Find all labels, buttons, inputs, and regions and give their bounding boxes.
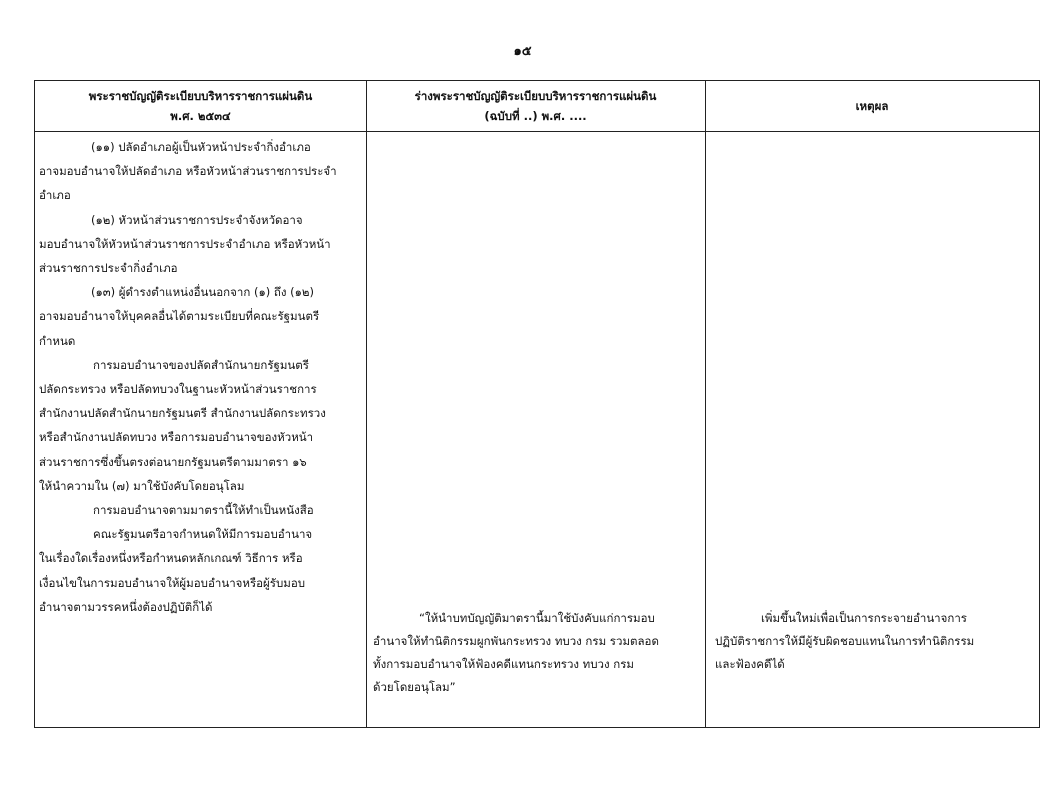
header-divider [35,131,1039,132]
text-line: การมอบอำนาจของปลัดสำนักนายกรัฐมนตรี [93,357,309,372]
header-draft-act-version: (ฉบับที่ ..) พ.ศ. .... [484,109,587,123]
comparison-table [34,80,1040,728]
text-line: ส่วนราชการประจำกิ่งอำเภอ [39,261,178,276]
text-line: “ให้นำบทบัญญัติมาตรานี้มาใช้บังคับแก่การมอบ [419,611,655,625]
text-line: และฟ้องคดีได้ [715,657,785,671]
header-current-act [35,81,366,131]
text-line: เงื่อนไขในการมอบอำนาจให้ผู้มอบอำนาจหรือผู้รับมอบ [39,575,306,590]
text-line: ให้นำความใน (๗) มาใช้บังคับโดยอนุโลม [39,478,245,493]
text-line: ส่วนราชการซึ่งขึ้นตรงต่อนายกรัฐมนตรีตามมาตรา ๑๖ [39,454,307,469]
text-line: มอบอำนาจให้หัวหน้าส่วนราชการประจำอำเภอ หรือหัวหน้า [39,236,331,251]
header-current-act-title: พระราชบัญญัติระเบียบบริหารราชการแผ่นดิน [88,89,313,103]
text-line: อำนาจให้ทำนิติกรรมผูกพันกระทรวง ทบวง กรม รวมตลอด [373,634,659,648]
text-line: อำนาจตามวรรคหนึ่งต้องปฏิบัติก็ได้ [39,599,213,614]
header-reason [705,81,1039,131]
column-divider [366,81,367,727]
text-line: ทั้งการมอบอำนาจให้ฟ้องคดีแทนกระทรวง ทบวง กรม [373,657,635,671]
header-draft-act-title: ร่างพระราชบัญญัติระเบียบบริหารราชการแผ่นดิน [414,89,657,103]
text-line: หรือสำนักงานปลัดทบวง หรือการมอบอำนาจของหัวหน้า [39,430,314,445]
text-line: คณะรัฐมนตรีอาจกำหนดให้มีการมอบอำนาจ [93,527,313,542]
current-act-text [39,135,361,619]
text-line: (๑๓) ผู้ดำรงตำแหน่งอื่นนอกจาก (๑) ถึง (๑๒) [91,285,314,300]
text-line: ปฏิบัติราชการให้มีผู้รับผิดชอบแทนในการทำนิติกรรม [715,634,975,648]
text-line: อาจมอบอำนาจให้ปลัดอำเภอ หรือหัวหน้าส่วนราชการประจำ [39,164,337,179]
text-line: (๑๑) ปลัดอำเภอผู้เป็นหัวหน้าประจำกิ่งอำเภอ [91,140,311,154]
text-line: เพิ่มขึ้นใหม่เพื่อเป็นการกระจายอำนาจการ [761,611,967,625]
text-line: ปลัดกระทรวง หรือปลัดทบวงในฐานะหัวหน้าส่วนราชการ [39,382,317,397]
column-divider [705,81,706,727]
text-line: สำนักงานปลัดสำนักนายกรัฐมนตรี สำนักงานปลัดกระทรวง [39,406,326,421]
page-number: ๑๕ [513,44,532,59]
text-line: อาจมอบอำนาจให้บุคคลอื่นได้ตามระเบียบที่คณะรัฐมนตรี [39,309,320,324]
reason-text [715,607,1033,676]
text-line: ในเรื่องใดเรื่องหนึ่งหรือกำหนดหลักเกณฑ์ วิธีการ หรือ [39,551,303,566]
header-draft-act [366,81,705,131]
text-line: อำเภอ [39,188,71,203]
text-line: ด้วยโดยอนุโลม” [373,680,456,694]
draft-act-text [373,607,697,699]
text-line: การมอบอำนาจตามมาตรานี้ให้ทำเป็นหนังสือ [93,503,314,518]
header-current-act-year: พ.ศ. ๒๕๓๔ [170,109,231,123]
header-reason-title: เหตุผล [855,99,889,113]
text-line: (๑๒) หัวหน้าส่วนราชการประจำจังหวัดอาจ [91,212,303,227]
text-line: กำหนด [39,333,76,348]
